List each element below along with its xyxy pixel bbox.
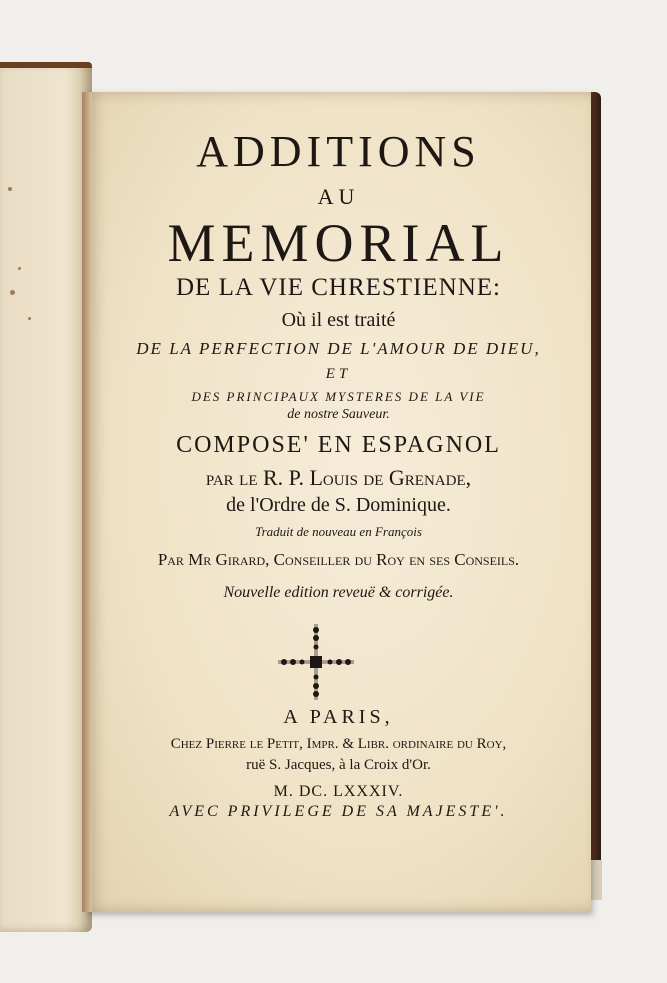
foxing-spot <box>28 317 31 320</box>
title-line-mysteres: DES PRINCIPAUX MYSTERES DE LA VIE <box>191 389 486 404</box>
spine-endband <box>590 860 602 900</box>
title-line-vie-chrestienne: DE LA VIE CHRESTIENNE: <box>176 274 501 301</box>
imprint-privilege: AVEC PRIVILEGE DE SA MAJESTE'. <box>169 803 508 820</box>
foxing-spot <box>8 187 12 191</box>
title-line-au: AU <box>317 184 360 209</box>
title-line-perfection: DE LA PERFECTION DE L'AMOUR DE DIEU, <box>136 339 541 358</box>
title-line-et: ET <box>325 366 352 382</box>
title-line-compose: COMPOSE' EN ESPAGNOL <box>176 432 501 458</box>
imprint-printer: Chez Pierre le Petit, Impr. & Libr. ordinaire du Roy, <box>170 736 507 752</box>
foxing-spot <box>18 267 21 270</box>
imprint-address: ruë S. Jacques, à la Croix d'Or. <box>246 757 431 773</box>
imprint-place: A PARIS, <box>283 706 394 728</box>
title-line-memorial: MEMORIAL <box>167 213 510 273</box>
title-line-ordre: de l'Ordre de S. Dominique. <box>226 494 451 516</box>
title-line-ou-il-est-traite: Où il est traité <box>281 309 396 331</box>
title-line-additions: ADDITIONS <box>196 127 481 176</box>
foxing-spot <box>10 290 15 295</box>
title-line-edition: Nouvelle edition reveuë & corrigée. <box>223 584 454 601</box>
title-line-sauveur: de nostre Sauveur. <box>287 407 390 422</box>
left-page <box>0 62 92 932</box>
title-line-traduit: Traduit de nouveau en François <box>255 524 422 539</box>
imprint-date: M. DC. LXXXIV. <box>273 783 404 800</box>
floral-cross-ornament-icon <box>276 622 356 702</box>
title-line-translator: Par Mr Girard, Conseiller du Roy en ses Conseils. <box>157 550 520 569</box>
title-line-author: par le R. P. Louis de Grenade, <box>205 465 472 490</box>
